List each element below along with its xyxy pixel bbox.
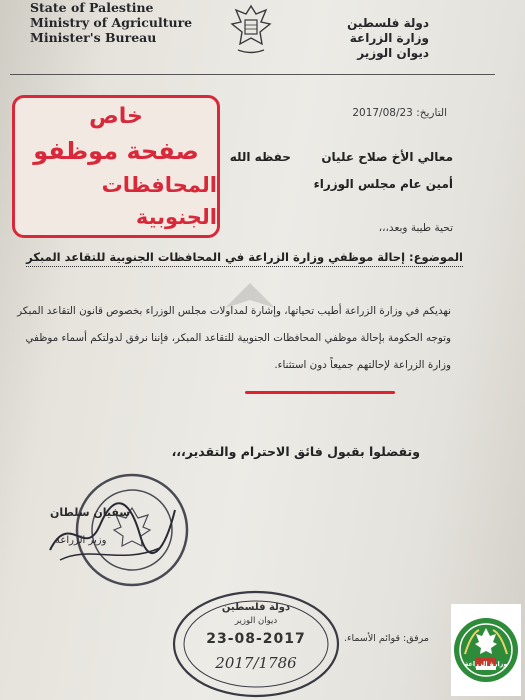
overlay-line-2: صفحة موظفو — [33, 136, 199, 165]
body-line: وزارة الزراعة لإحالتهم جميعاً دون استثناء. — [274, 359, 451, 371]
ministry-logo-icon — [451, 604, 521, 696]
logo-label: وزارة الزراعة — [464, 660, 508, 668]
letterhead-en-line: Minister's Bureau — [30, 30, 157, 45]
incoming-date: 23-08-2017 — [206, 631, 306, 647]
body-line: وتوجه الحكومة بإحالة موظفي المحافظات الجنوبية للتقاعد المبكر، فإننا نرفق لدولتكم أسماء موظفي — [25, 332, 451, 344]
honorific: حفظه الله — [229, 150, 291, 164]
letter-date: التاريخ: 2017/08/23 — [352, 107, 447, 119]
greeting: تحية طيبة وبعد،،، — [378, 222, 453, 234]
addressee-name: معالي الأخ صلاح عليان — [321, 150, 453, 164]
letterhead-en-line: Ministry of Agriculture — [30, 15, 193, 30]
subject-line: الموضوع: إحالة موظفي وزارة الزراعة في المحافظات الجنوبية للتقاعد المبكر — [26, 250, 463, 267]
signature-icon — [40, 490, 180, 570]
private-overlay-stamp — [12, 95, 220, 238]
ministry-logo — [451, 604, 521, 696]
overlay-line-3: المحافظات الجنوبية — [101, 172, 217, 229]
letter-body — [17, 298, 451, 379]
signer-title: وزير الزراعة — [55, 535, 107, 546]
addressee-title: أمين عام مجلس الوزراء — [313, 177, 453, 191]
eagle-emblem-icon — [222, 0, 280, 58]
letterhead-ar-line: ديوان الوزير — [357, 46, 429, 60]
incoming-stamp — [170, 588, 342, 700]
body-line: نهديكم في وزارة الزراعة أطيب تحياتها، وإشارة لمداولات مجلس الوزراء بخصوص قانون التقاعد المبكر — [17, 305, 451, 317]
closing-line: وتفضلوا بقبول فائق الاحترام والتقدير،،، — [171, 444, 420, 459]
letterhead-en-line: State of Palestine — [30, 0, 154, 15]
letterhead-ar-line: وزارة الزراعة — [349, 31, 429, 45]
incoming-number: 2017/1786 — [215, 654, 297, 672]
letterhead-divider — [10, 74, 495, 75]
overlay-line-1: خاص — [89, 103, 143, 129]
attachment-note: مرفق: قوائم الأسماء. — [344, 633, 429, 644]
signer-name: سفيان سلطان — [50, 506, 131, 519]
incoming-office: ديوان الوزير — [234, 616, 278, 626]
addressee-line — [230, 150, 453, 164]
letterhead-english — [30, 0, 200, 45]
incoming-state: دولة فلسطين — [221, 602, 291, 613]
red-underline-annotation — [245, 391, 395, 394]
letterhead-ar-line: دولة فلسطين — [347, 16, 429, 30]
letterhead-arabic — [347, 16, 429, 61]
